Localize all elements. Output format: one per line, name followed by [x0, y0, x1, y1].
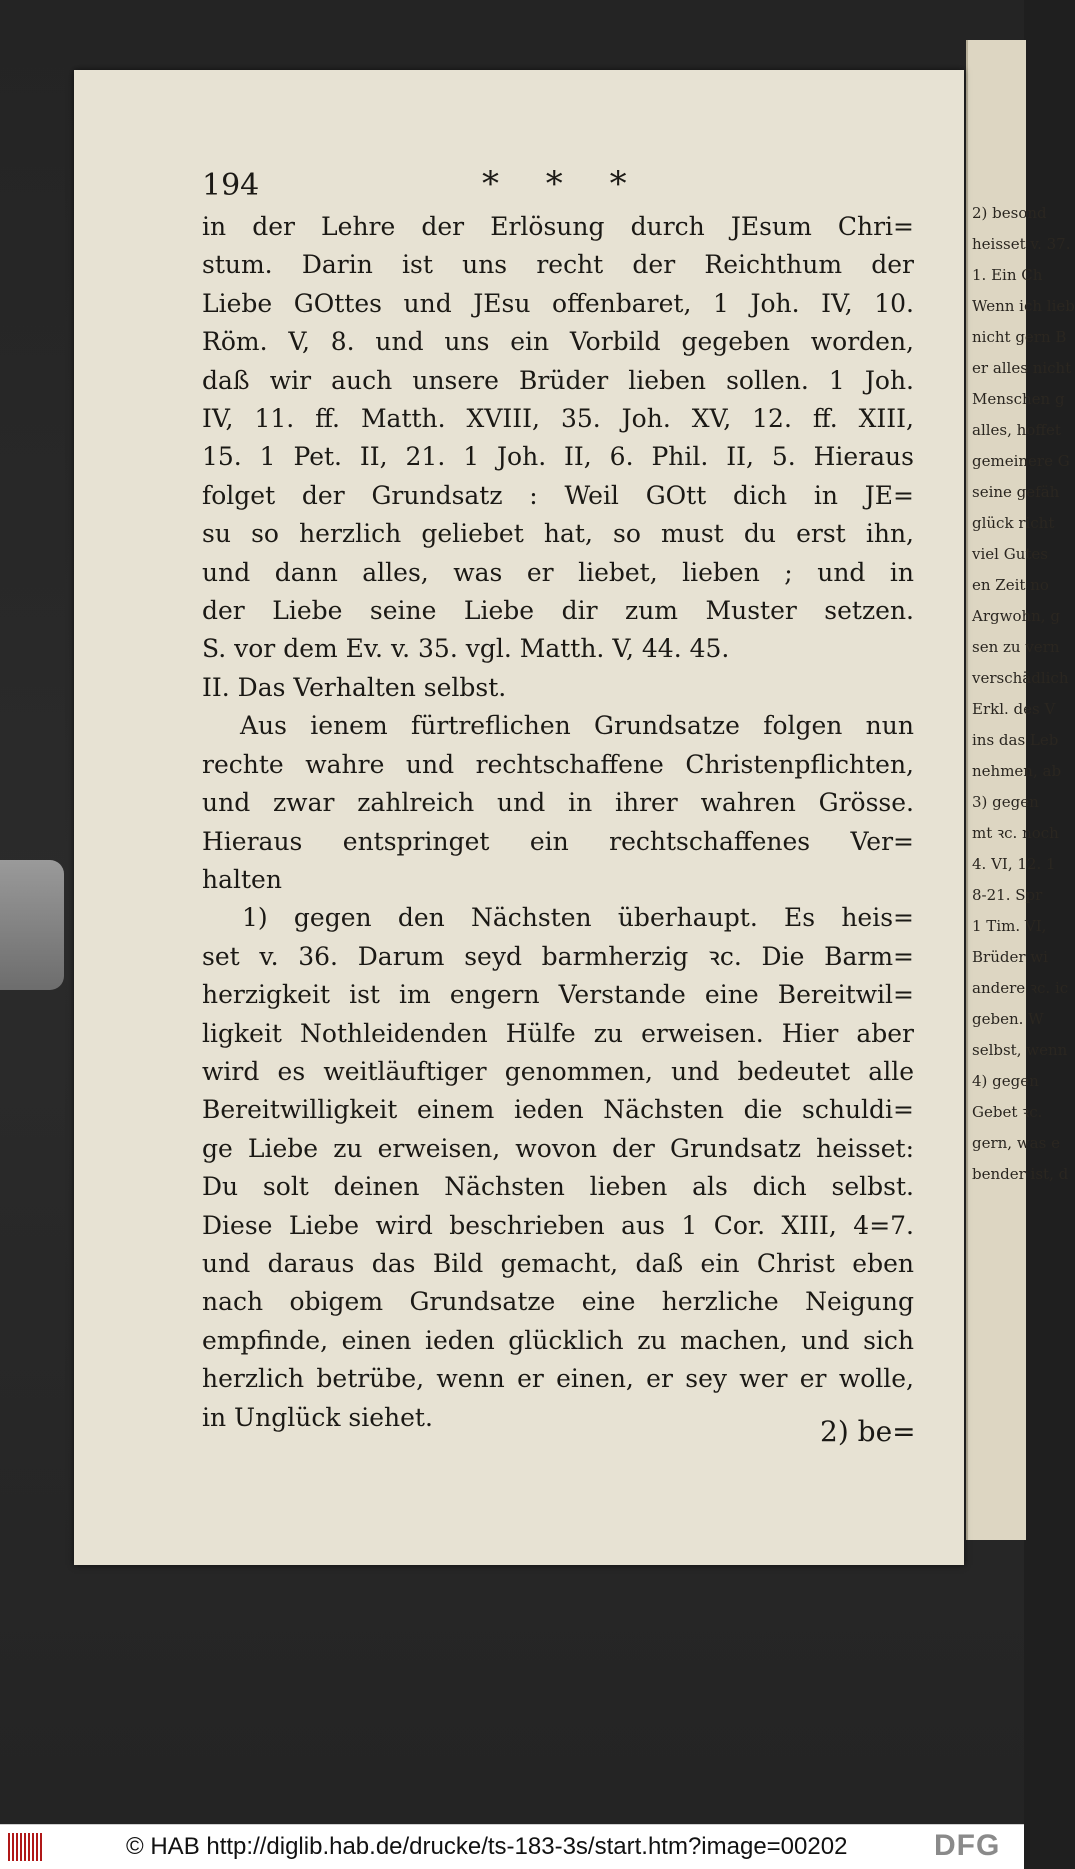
- text-line: in der Lehre der Erlösung durch JEsum Chri=: [202, 212, 914, 241]
- text-line: rechte wahre und rechtschaffene Christenpflichten,: [202, 749, 914, 779]
- text-line: folget der Grundsatz : Weil GOtt dich in JE=: [202, 480, 914, 510]
- text-line: und dann alles, was er liebet, lieben ; und in: [202, 557, 914, 587]
- text-line: Röm. V, 8. und uns ein Vorbild gegeben worden,: [202, 327, 914, 357]
- credit-link[interactable]: © HAB http://diglib.hab.de/drucke/ts-183-3s/start.htm?image=00202: [126, 1833, 848, 1860]
- book-clip: [0, 860, 64, 990]
- text-line: ge Liebe zu erweisen, wovon der Grundsatz heisset:: [202, 1133, 914, 1163]
- facing-page-text: [968, 40, 1075, 1190]
- facing-page-line: 1 Tim. VI,: [972, 917, 1047, 935]
- facing-page-line: selbst, wenn: [972, 1041, 1068, 1059]
- facing-page-line: alles, hoffet: [972, 421, 1061, 439]
- text-line: in Unglück siehet.: [202, 1402, 433, 1432]
- text-line: Liebe GOttes und JEsu offenbaret, 1 Joh. IV, 10.: [202, 288, 914, 318]
- text-line: su so herzlich geliebet hat, so must du erst ihn,: [202, 519, 914, 549]
- facing-page-line: 8-21. Spr: [972, 886, 1043, 904]
- facing-page-line: glück richt: [972, 514, 1055, 532]
- page-header: [202, 164, 912, 208]
- facing-page-line: en Zeit no: [972, 576, 1049, 594]
- facing-page-line: er alles nicht: [972, 359, 1072, 377]
- text-line: daß wir auch unsere Brüder lieben sollen. 1 Joh.: [202, 365, 914, 395]
- text-line: herzlich betrübe, wenn er einen, er sey wer er wolle,: [202, 1364, 914, 1394]
- barcode-icon: [8, 1833, 42, 1861]
- facing-page-line: mt ꝛc. noch: [972, 824, 1059, 842]
- text-line: und zwar zahlreich und in ihrer wahren Grösse.: [202, 788, 914, 818]
- facing-page-line: Brüder wi: [972, 948, 1048, 966]
- text-line: und daraus das Bild gemacht, daß ein Christ eben: [202, 1248, 914, 1278]
- facing-page-line: seine gefäh: [972, 483, 1060, 501]
- facing-page-line: Wenn ich lieb: [972, 297, 1075, 315]
- facing-page-line: heisset v. 37.: [972, 235, 1071, 253]
- text-line: set v. 36. Darum seyd barmherzig ꝛc. Die Barm=: [202, 941, 914, 971]
- text-line: empfinde, einen ieden glücklich zu machen, und sich: [202, 1325, 914, 1355]
- facing-page-line: geben. W: [972, 1010, 1044, 1028]
- text-line: der Liebe seine Liebe dir zum Muster setzen.: [202, 596, 914, 626]
- facing-page-line: Menschen g: [972, 390, 1065, 408]
- facing-page-line: 2) besond: [972, 204, 1047, 222]
- facing-page-line: Argwohn, g: [972, 607, 1060, 625]
- text-line: herzigkeit ist im engern Verstande eine Bereitwil=: [202, 980, 914, 1010]
- facing-page-line: gern, was e: [972, 1134, 1060, 1152]
- facing-page-line: bender ist, d: [972, 1165, 1069, 1183]
- page-number: 194: [202, 168, 260, 203]
- facing-page-line: nicht gern B: [972, 328, 1067, 346]
- facing-page-line: andere ꝛc. ic: [972, 979, 1069, 997]
- facing-page-line: sen zu vern: [972, 638, 1060, 656]
- facing-page-line: verschädlich: [972, 669, 1069, 687]
- facing-page-line: 4) gegen: [972, 1072, 1039, 1090]
- text-line: 15. 1 Pet. II, 21. 1 Joh. II, 6. Phil. II, 5. Hieraus: [202, 442, 914, 472]
- text-line: Diese Liebe wird beschrieben aus 1 Cor. XIII, 4=7.: [202, 1210, 914, 1240]
- facing-page-line: 1. Ein Ch: [972, 266, 1043, 284]
- facing-page-line: 3) gegen: [972, 793, 1039, 811]
- facing-page-line: Erkl. des V: [972, 700, 1056, 718]
- facing-page: [966, 40, 1075, 1540]
- text-line: Bereitwilligkeit einem ieden Nächsten die schuldi=: [202, 1095, 914, 1125]
- facing-page-line: viel Gutes: [972, 545, 1048, 563]
- facing-page-line: nehmen, ab: [972, 762, 1062, 780]
- text-line: S. vor dem Ev. v. 35. vgl. Matth. V, 44. 45.: [202, 634, 730, 664]
- text-line: ligkeit Nothleidenden Hülfe zu erweisen. Hier aber: [202, 1018, 914, 1048]
- text-line: Du solt deinen Nächsten lieben als dich selbst.: [202, 1172, 914, 1202]
- catchword: 2) be=: [820, 1415, 916, 1448]
- text-line: stum. Darin ist uns recht der Reichthum der: [202, 250, 914, 280]
- text-line: wird es weitläuftiger genommen, und bedeutet alle: [202, 1056, 914, 1086]
- body-text: [202, 208, 914, 1437]
- facing-page-line: ins das Leb: [972, 731, 1059, 749]
- facing-page-line: Gebet ꝛc.: [972, 1103, 1043, 1121]
- dfg-logo: DFG: [934, 1829, 1001, 1862]
- ornament: * * *: [482, 164, 645, 204]
- text-line: IV, 11. ff. Matth. XVIII, 35. Joh. XV, 12. ff. XIII,: [202, 404, 914, 434]
- text-line: Hieraus entspringet ein rechtschaffenes Ver=: [202, 826, 914, 856]
- facing-page-line: gemeinere G: [972, 452, 1070, 470]
- viewer-footer: [0, 1824, 1024, 1869]
- text-line: halten: [202, 864, 282, 894]
- text-line: nach obigem Grundsatze eine herzliche Neigung: [202, 1287, 914, 1317]
- text-line: Aus ienem fürtreflichen Grundsatze folgen nun: [240, 711, 914, 741]
- text-line: II. Das Verhalten selbst.: [202, 672, 507, 702]
- text-line: 1) gegen den Nächsten überhaupt. Es heis=: [242, 903, 914, 933]
- facing-page-line: 4. VI, 12. 1: [972, 855, 1056, 873]
